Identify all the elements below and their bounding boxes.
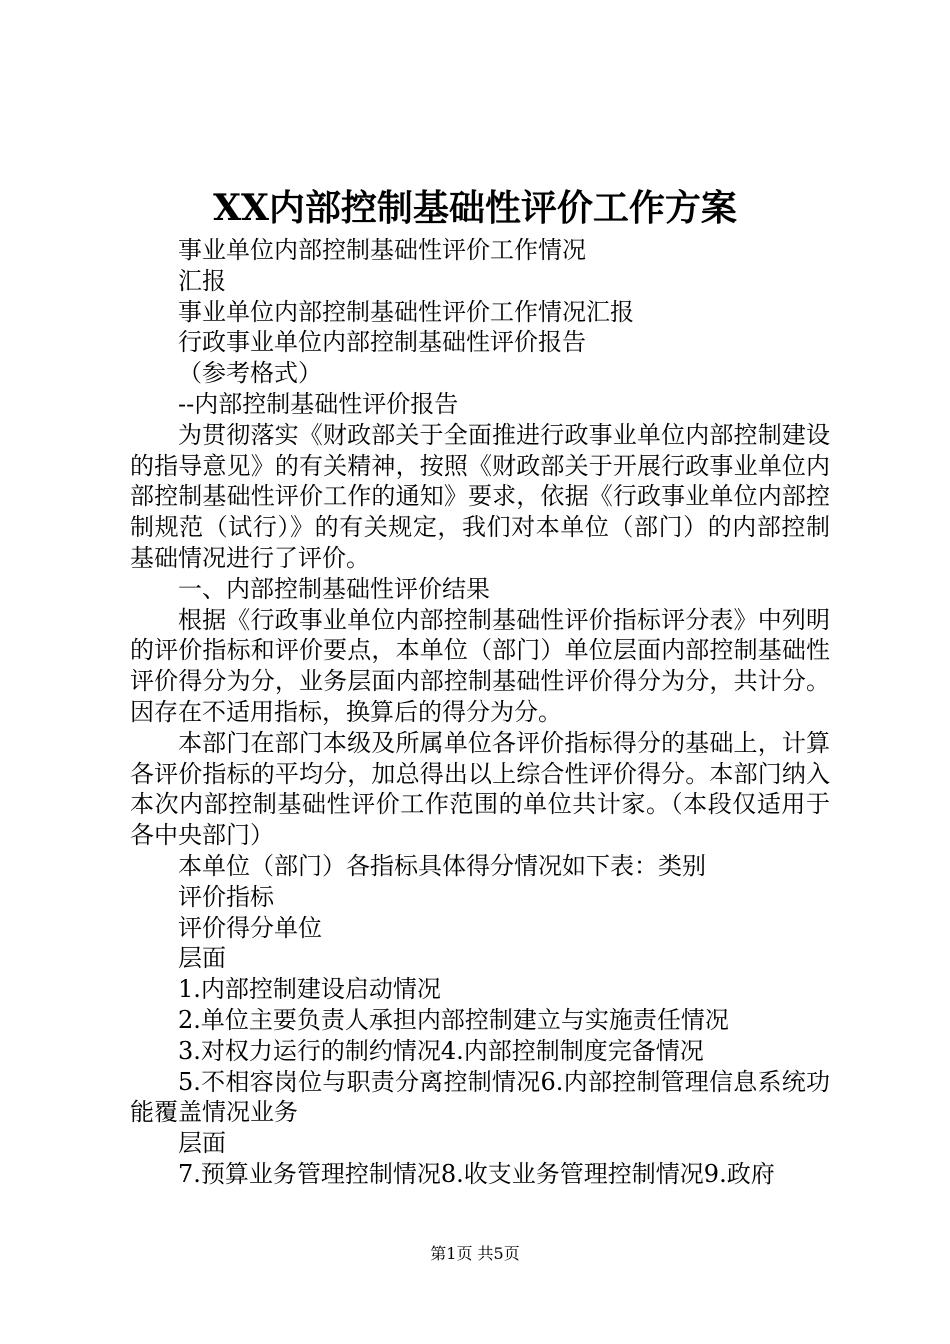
paragraph: 层面	[178, 1129, 226, 1158]
list-item: 1.内部控制建设启动情况	[178, 975, 441, 1004]
paragraph: 层面	[178, 944, 226, 973]
paragraph: 本单位（部门）各指标具体得分情况如下表：类别	[178, 851, 706, 880]
paragraph: 为贯彻落实《财政部关于全面推进行政事业单位内部控制建设的指导意见》的有关精神，按照《财政部关于开展行政事业单位内部控制基础性评价工作的通知》要求，依据《行政事业单位内部控制规范（试行）》的有关规定，我们对本单位（部门）的内部控制基础情况进行了评价。	[130, 420, 830, 572]
paragraph: 本部门在部门本级及所属单位各评价指标得分的基础上，计算各评价指标的平均分，加总得出以上综合性评价得分。本部门纳入本次内部控制基础性评价工作范围的单位共计家。（本段仅适用于各中央部门）	[130, 728, 830, 850]
paragraph: 事业单位内部控制基础性评价工作情况	[178, 236, 586, 264]
paragraph: 事业单位内部控制基础性评价工作情况汇报	[178, 297, 634, 326]
paragraph: 评价得分单位	[178, 913, 322, 942]
page-number-footer: 第1页 共5页	[430, 1244, 520, 1263]
paragraph: --内部控制基础性评价报告	[178, 389, 459, 418]
list-item: 5.不相容岗位与职责分离控制情况6.内部控制管理信息系统功能覆盖情况业务	[130, 1067, 830, 1127]
paragraph: 行政事业单位内部控制基础性评价报告	[178, 328, 586, 357]
document-title: XX内部控制基础性评价工作方案	[213, 187, 737, 229]
list-item: 2.单位主要负责人承担内部控制建立与实施责任情况	[178, 1005, 729, 1034]
list-item: 3.对权力运行的制约情况4.内部控制制度完备情况	[178, 1036, 704, 1065]
paragraph: 根据《行政事业单位内部控制基础性评价指标评分表》中列明的评价指标和评价要点，本单位（部门）单位层面内部控制基础性评价得分为分，业务层面内部控制基础性评价得分为分，共计分。因存在不适用指标，换算后的得分为分。	[130, 605, 830, 726]
paragraph: 评价指标	[178, 882, 274, 911]
document-body	[130, 235, 830, 1190]
list-item: 7.预算业务管理控制情况8.收支业务管理控制情况9.政府	[178, 1159, 775, 1188]
paragraph: （参考格式）	[178, 359, 322, 388]
paragraph: 汇报	[178, 266, 226, 295]
section-heading: 一、内部控制基础性评价结果	[178, 574, 490, 603]
